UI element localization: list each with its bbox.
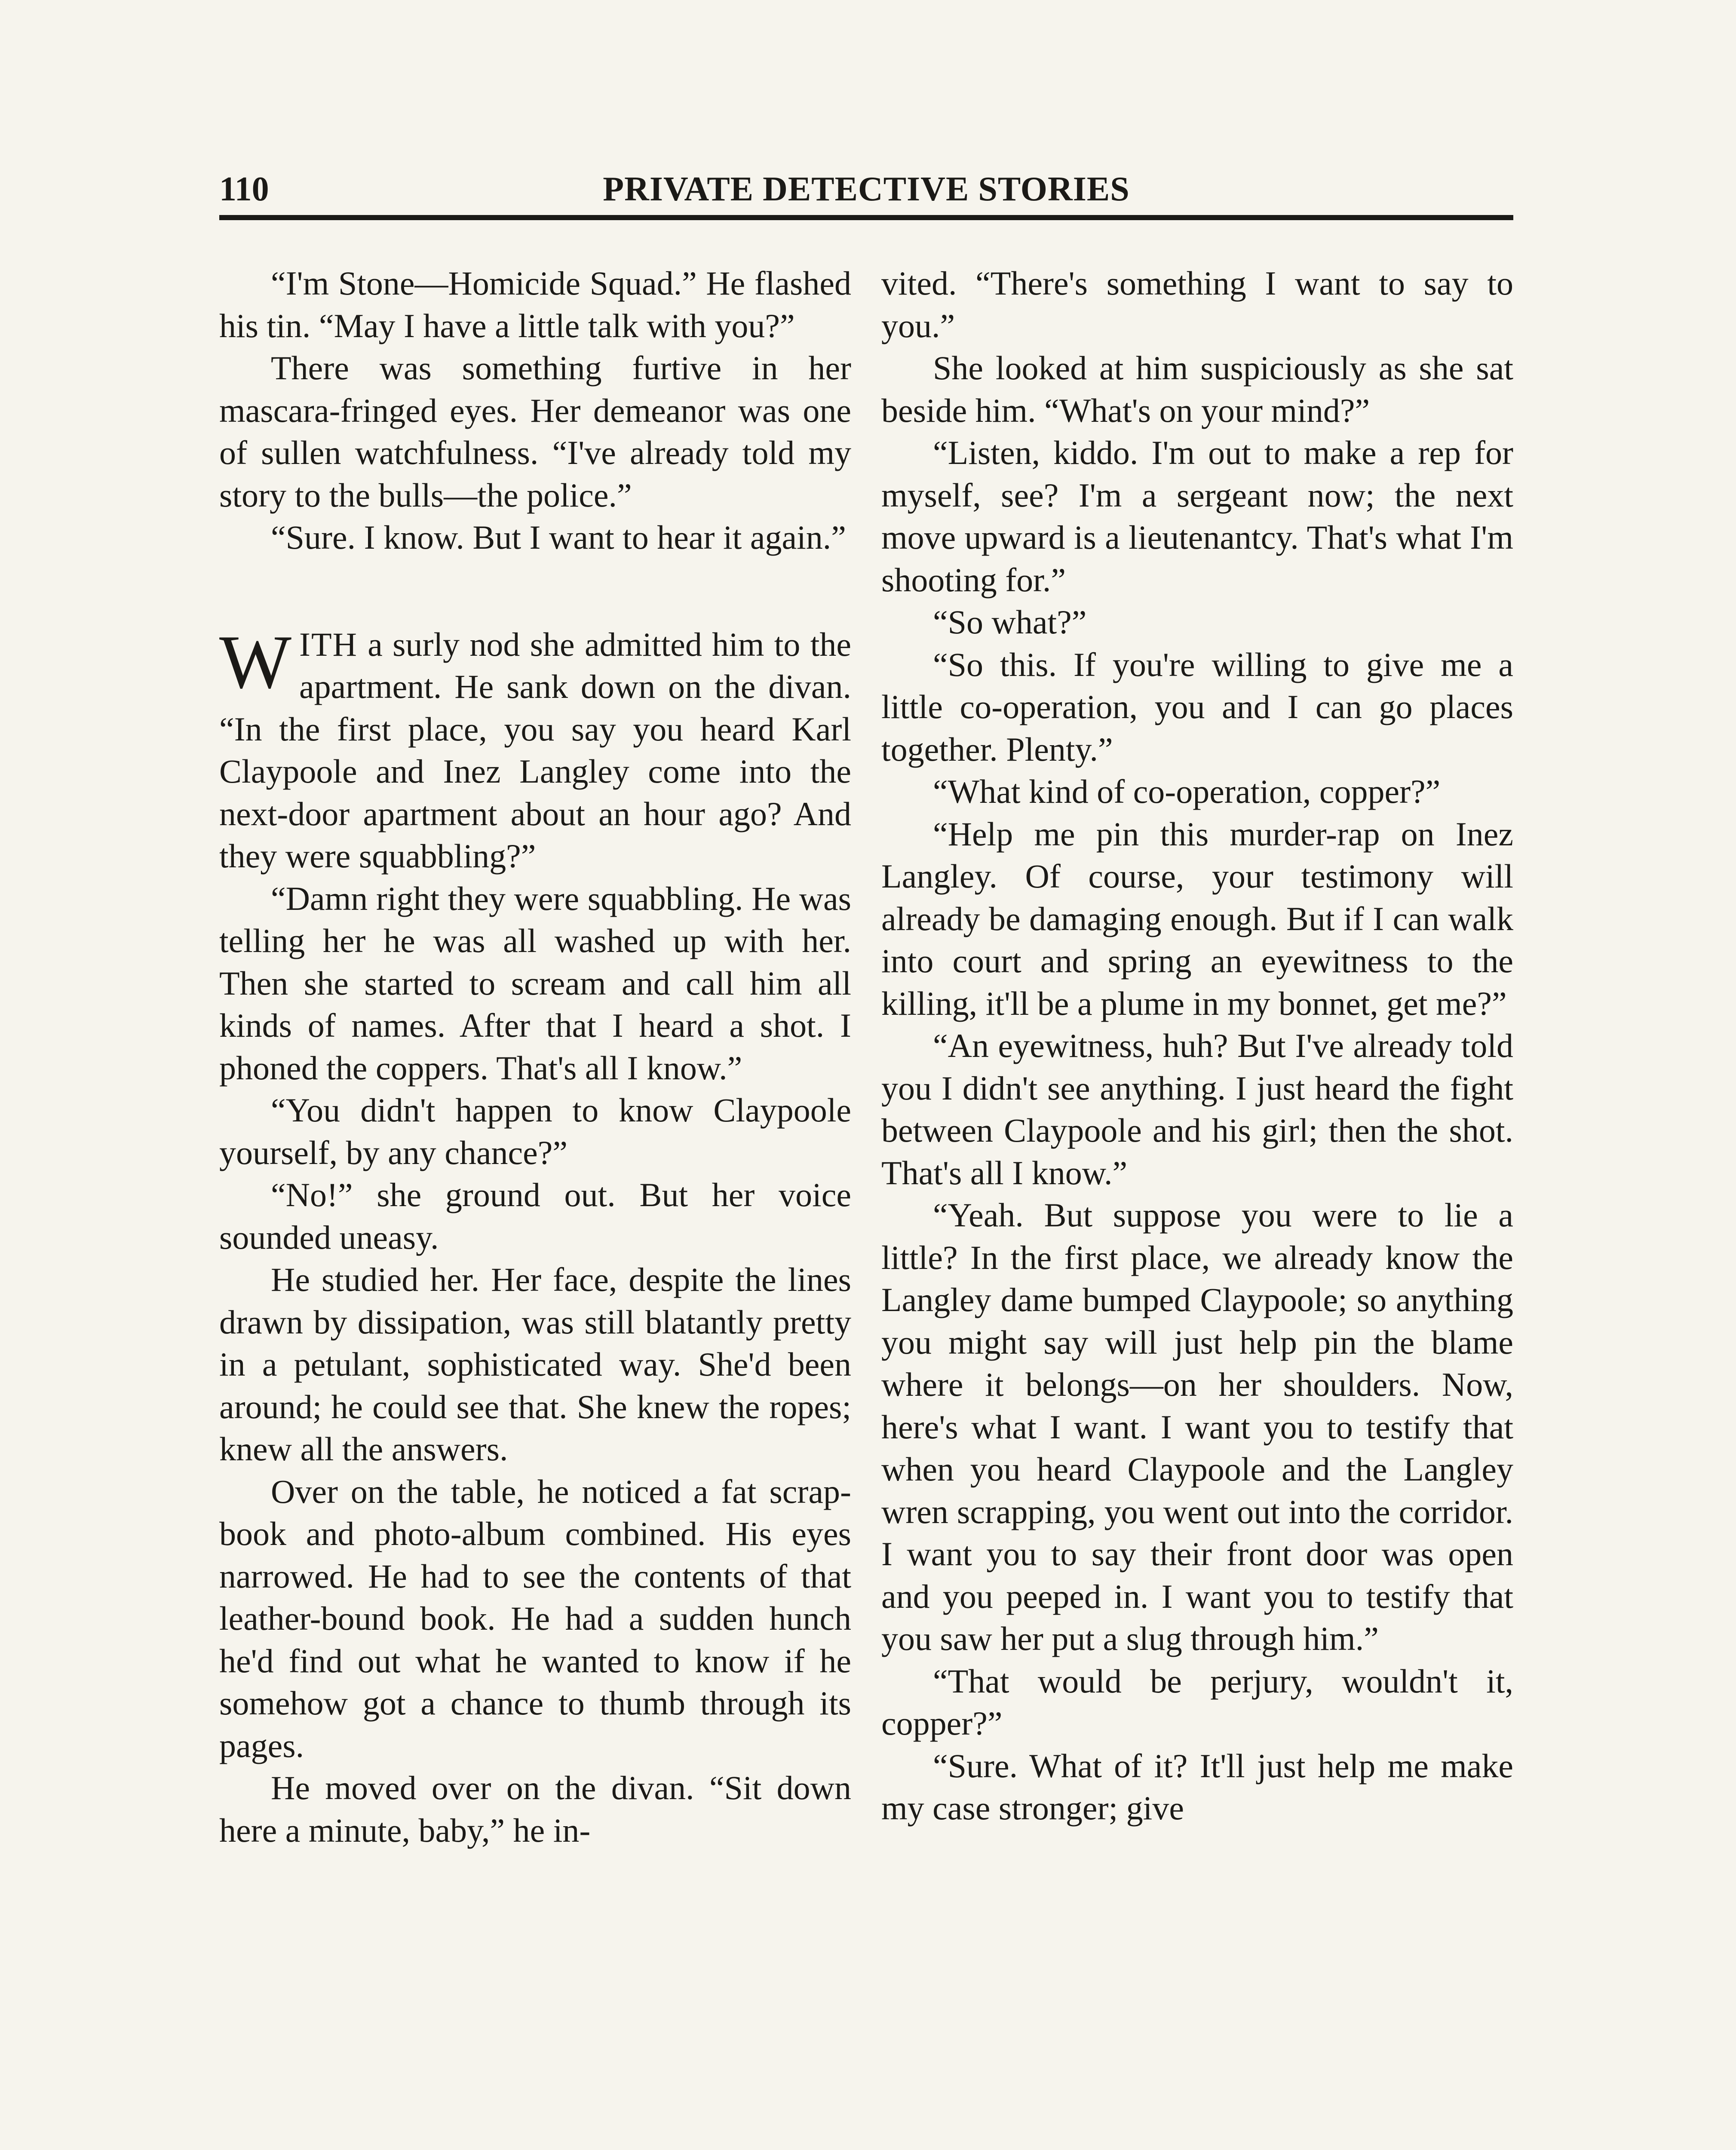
section-break	[219, 559, 851, 624]
drop-cap-paragraph	[219, 619, 851, 878]
paragraph: He studied her. Her face, despite the lines drawn by dissipation, was still blatantly pretty in a petulant, sophisticated way. She'd been around; he could see that. She knew the ropes; knew all the answers.	[219, 1261, 851, 1468]
paragraph: He moved over on the divan. “Sit down here a minute, baby,” he in-	[219, 1769, 851, 1849]
paragraph: “So what?”	[933, 603, 1087, 641]
paragraph: “Yeah. But suppose you were to lie a little? In the first place, we already know the Langley dame bumped Claypoole; so anything you might say will just help pin the blame where it belongs—on her shoulders. Now, here's what I want. I want you to testify that when you heard Claypoole and the Langley wren scrapping, you went out into the corridor. I want you to say their front door was open and you peeped in. I want you to testify that you saw her put a slug through him.”	[881, 1196, 1513, 1657]
paragraph: “An eyewitness, huh? But I've already told you I didn't see anything. I just heard the fight between Claypoole and his girl; then the shot. That's all I know.”	[881, 1027, 1513, 1192]
running-title: PRIVATE DETECTIVE STORIES	[603, 170, 1130, 208]
paragraph: “Sure. I know. But I want to hear it again.”	[271, 519, 846, 556]
paragraph-text: a surly nod she admitted him to the apartment. He sank down on the divan. “In the first place, you say you heard Karl Claypoole and Inez Langley come into the next-door apartment about an hour ago? And they were squabbling?”	[219, 625, 851, 875]
drop-cap: W	[219, 619, 292, 704]
paragraph: “Listen, kiddo. I'm out to make a rep for myself, see? I'm a sergeant now; the next move upward is a lieutenantcy. That's what I'm shooting for.”	[881, 434, 1513, 599]
header-rule	[219, 215, 1513, 220]
paragraph: “I'm Stone—Homicide Squad.” He flashed his tin. “May I have a little talk with you?”	[219, 264, 851, 344]
page-header	[219, 166, 1513, 213]
paragraph: There was something furtive in her mascara-fringed eyes. Her demeanor was one of sullen watchfulness. “I've already told my story to the bulls—the police.”	[219, 349, 851, 514]
paragraph: “No!” she ground out. But her voice sounded uneasy.	[219, 1176, 851, 1256]
paragraph: “So this. If you're willing to give me a little co-operation, you and I can go places together. Plenty.”	[881, 645, 1513, 768]
paragraph: “That would be perjury, wouldn't it, copper?”	[881, 1662, 1513, 1742]
left-column	[219, 262, 851, 1852]
paragraph: “You didn't happen to know Claypoole yourself, by any chance?”	[219, 1091, 851, 1171]
paragraph: “Sure. What of it? It'll just help me make my case stronger; give	[881, 1747, 1513, 1827]
paragraph: She looked at him suspiciously as she sat beside him. “What's on your mind?”	[881, 349, 1513, 429]
paragraph: “Help me pin this murder-rap on Inez Langley. Of course, your testimony will already be damaging enough. But if I can walk into court and spring an eyewitness to the killing, it'll be a plume in my bonnet, get me?”	[881, 815, 1513, 1022]
lead-in-caps: ITH	[299, 625, 358, 663]
page-number: 110	[219, 170, 269, 208]
paragraph: “What kind of co-operation, copper?”	[933, 773, 1441, 810]
paragraph: “Damn right they were squabbling. He was telling her he was all washed up with her. Then she started to scream and call him all kinds of names. After that I heard a shot. I phoned the coppers. That's all I know.”	[219, 879, 851, 1087]
paragraph-continued: vited. “There's something I want to say to you.”	[881, 264, 1513, 344]
paragraph: Over on the table, he noticed a fat scrap-book and photo-album combined. His eyes narrowed. He had to see the contents of that leather-bound book. He had a sudden hunch he'd find out what he wanted to know if he somehow got a chance to thumb through its pages.	[219, 1472, 851, 1764]
right-column	[881, 262, 1513, 1830]
